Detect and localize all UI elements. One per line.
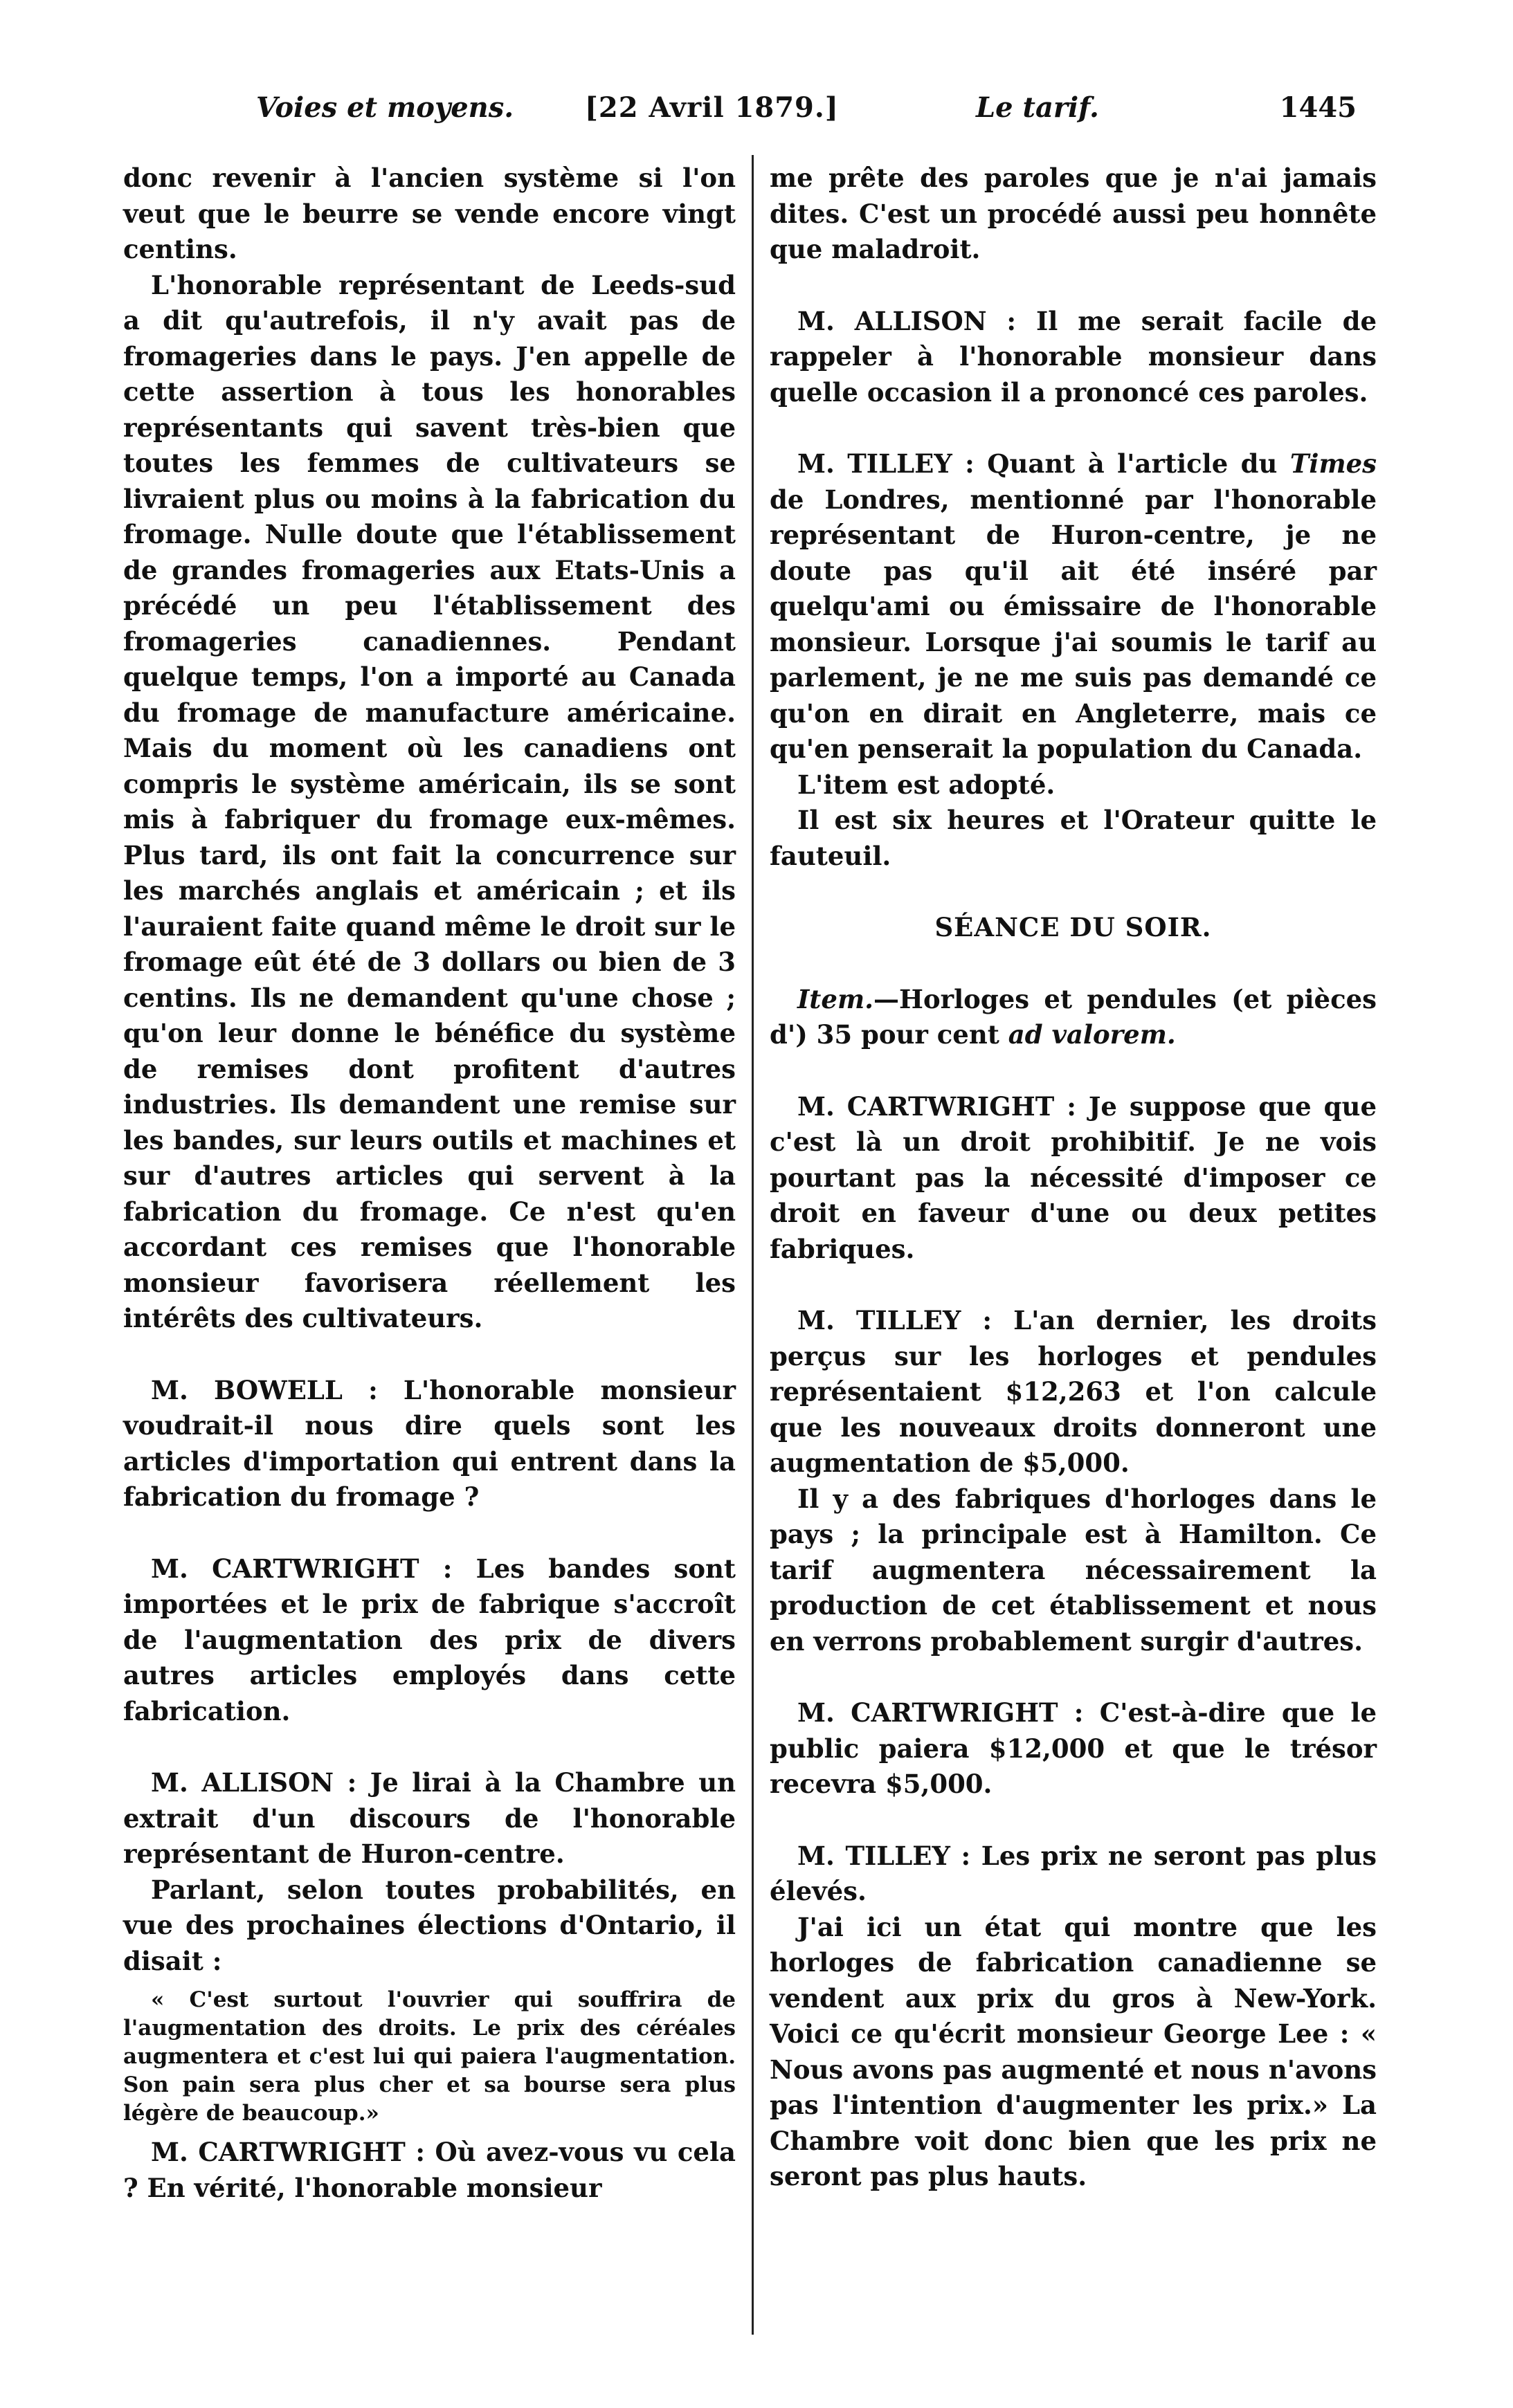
speaker-name: M. CARTWRIGHT : <box>797 1091 1076 1122</box>
right-column <box>770 161 1377 2195</box>
speech-tilley <box>770 1839 1377 1910</box>
quotation: « C'est surtout l'ouvrier qui souffrira de l'augmentation des droits. Le prix des céréales augmentera et c'est lui qui paiera l'augmentation. Son pain sera plus cher et sa bourse sera plus légère de beaucoup.» <box>123 1987 736 2126</box>
column-divider <box>752 155 754 2335</box>
paragraph: donc revenir à l'ancien système si l'on veut que le beurre se vende encore vingt centins. <box>123 163 736 264</box>
speech-text: Il me serait facile de rappeler à l'honorable monsieur dans quelle occasion il a prononcé ces paroles. <box>770 305 1377 408</box>
speech-text: Les prix ne seront pas plus élevés. <box>770 1840 1377 1906</box>
speaker-name: M. BOWELL : <box>151 1374 378 1405</box>
item-text: —Horloges et pendules (et pièces d') 35 pour cent <box>770 983 1377 1050</box>
speech-text: Quant à l'article du <box>987 448 1278 479</box>
speech-cartwright <box>123 1551 736 1730</box>
paragraph: J'ai ici un état qui montre que les horloges de fabrication canadienne se vendent aux prix du gros à New-York. Voici ce qu'écrit monsieur George Lee : « Nous avons pas augmenté et nous n'avons pas l'intention d'augmenter les prix.» La Chambre voit donc bien que les prix ne seront pas plus hauts. <box>770 1911 1377 2191</box>
speech-allison <box>123 1765 736 1872</box>
speech-cartwright <box>770 1695 1377 1803</box>
section-heading: SÉANCE DU SOIR. <box>934 912 1212 942</box>
page-header <box>208 91 1370 140</box>
speaker-name: M. ALLISON : <box>151 1767 357 1798</box>
paragraph: L'item est adopté. <box>797 769 1056 800</box>
page-number: 1445 <box>1279 91 1357 124</box>
speaker-name: M. CARTWRIGHT : <box>797 1697 1084 1728</box>
paragraph: L'honorable représentant de Leeds-sud a dit qu'autrefois, il n'y avait pas de fromageries dans le pays. J'en appelle de cette assertion à tous les honorables représentants qui savent très-bien que toutes les femmes de cultivateurs se livraient plus ou moins à la fabrication du fromage. Nulle doute que l'établissement de grandes fromageries aux Etats-Unis a précédé un peu l'établissement des fromageries canadiennes. Pendant quelque temps, l'on a importé au Canada du fromage de manufacture américaine. Mais du moment où les canadiens ont compris le système américain, ils se sont mis à fabriquer du fromage eux-mêmes. Plus tard, ils ont fait la concurrence sur les marchés anglais et américain ; et ils l'auraient faite quand même le droit sur le fromage eût été de 3 dollars ou bien de 3 centins. Ils ne demandent qu'une chose ; qu'on leur donne le bénéfice du système de remises dont profitent d'autres industries. Ils demandent une remise sur les bandes, sur leurs outils et machines et sur d'autres articles qui servent à la fabrication du fromage. Ce n'est qu'en accordant ces remises que l'honorable monsieur favorisera réellement les intérêts des cultivateurs. <box>123 269 736 1333</box>
speaker-name: M. ALLISON : <box>797 305 1017 336</box>
speech-allison <box>770 304 1377 411</box>
left-column <box>123 161 736 2206</box>
speaker-name: M. CARTWRIGHT : <box>151 2137 426 2167</box>
tariff-item <box>770 982 1377 1053</box>
speaker-name: M. TILLEY : <box>797 1840 971 1871</box>
paragraph: me prête des paroles que je n'ai jamais dites. C'est un procédé aussi peu honnête que maladroit. <box>770 163 1377 264</box>
speaker-name: M. CARTWRIGHT : <box>151 1553 453 1584</box>
speech-bowell <box>123 1373 736 1515</box>
speaker-name: M. TILLEY : <box>797 1305 993 1335</box>
speaker-name: M. TILLEY : <box>797 448 975 479</box>
item-label: Item. <box>797 983 873 1014</box>
header-date: [22 Avril 1879.] <box>585 91 839 124</box>
header-section-title: Voies et moyens. <box>256 91 514 124</box>
newspaper-title: Times <box>1289 448 1377 479</box>
paragraph: Parlant, selon toutes probabilités, en vue des prochaines élections d'Ontario, il disait : <box>123 1874 736 1976</box>
speech-cartwright <box>123 2135 736 2206</box>
speech-text: L'honorable monsieur voudrait-il nous dire quels sont les articles d'importation qui entrent dans la fabrication du fromage ? <box>123 1374 736 1512</box>
speech-text: C'est-à-dire que le public paiera $12,000 et que le trésor recevra $5,000. <box>770 1697 1377 1799</box>
speech-text: Je suppose que que c'est là un droit prohibitif. Je ne vois pourtant pas la nécessité d'imposer ce droit en faveur d'une ou deux petites fabriques. <box>770 1091 1377 1264</box>
paragraph: Il est six heures et l'Orateur quitte le fauteuil. <box>770 805 1377 871</box>
speech-text: Les bandes sont importées et le prix de fabrique s'accroît de l'augmentation des prix de divers autres articles employés dans cette fabrication. <box>123 1553 736 1726</box>
item-latin: ad valorem. <box>1008 1019 1176 1050</box>
speech-text: Où avez-vous vu cela ? En vérité, l'honorable monsieur <box>123 2137 736 2203</box>
header-topic: Le tarif. <box>976 91 1099 124</box>
speech-tilley <box>770 446 1377 767</box>
speech-text: Je lirai à la Chambre un extrait d'un discours de l'honorable représentant de Huron-centre. <box>123 1767 736 1869</box>
paragraph: Il y a des fabriques d'horloges dans le pays ; la principale est à Hamilton. Ce tarif augmentera nécessairement la production de cet établissement et nous en verrons probablement surgir d'autres. <box>770 1483 1377 1657</box>
speech-text: de Londres, mentionné par l'honorable représentant de Huron-centre, je ne doute pas qu'il ait été inséré par quelqu'ami ou émissaire de l'honorable monsieur. Lorsque j'ai soumis le tarif au parlement, je ne me suis pas demandé ce qu'on en dirait en Angleterre, mais ce qu'en penserait la population du Canada. <box>770 484 1377 764</box>
speech-text: L'an dernier, les droits perçus sur les horloges et pendules représentaient $12,263 et l'on calcule que les nouveaux droits donneront une augmentation de $5,000. <box>770 1305 1377 1478</box>
speech-cartwright <box>770 1089 1377 1268</box>
speech-tilley <box>770 1303 1377 1481</box>
